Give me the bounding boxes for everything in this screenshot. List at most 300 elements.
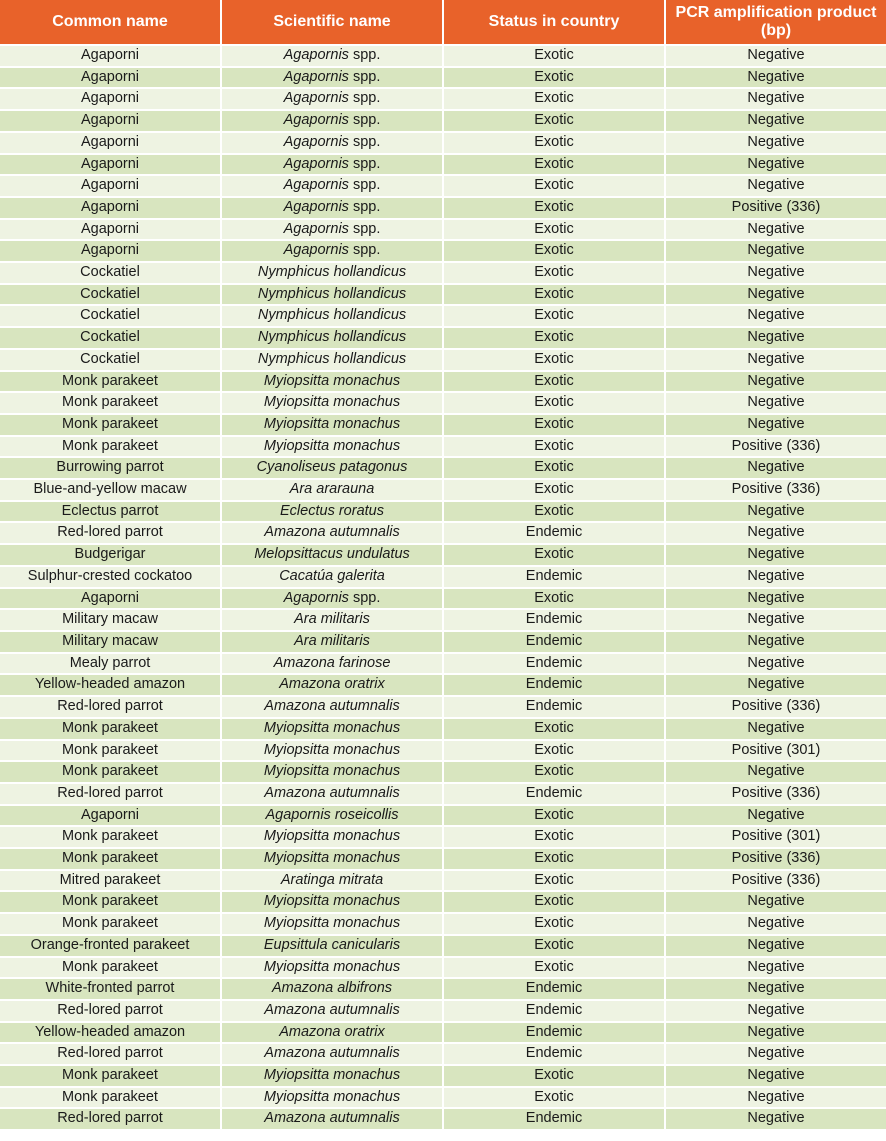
cell-status: Exotic <box>444 543 666 565</box>
cell-common-name: Agaporni <box>0 131 222 153</box>
scientific-name-text: Aratinga mitrata <box>280 871 384 888</box>
cell-common-name: Cockatiel <box>0 304 222 326</box>
scientific-name-text: Ara militaris <box>294 611 370 628</box>
cell-status: Endemic <box>444 608 666 630</box>
table-row <box>0 87 886 109</box>
species-abbrev: spp. <box>352 198 381 215</box>
table-row <box>0 1042 886 1064</box>
table-row <box>0 1064 886 1086</box>
cell-scientific-name <box>222 391 444 413</box>
cell-scientific-name <box>222 1086 444 1108</box>
cell-pcr-product: Negative <box>666 912 886 934</box>
table-row <box>0 717 886 739</box>
cell-status: Endemic <box>444 521 666 543</box>
cell-pcr-product: Negative <box>666 500 886 522</box>
cell-scientific-name <box>222 804 444 826</box>
cell-common-name: Agaporni <box>0 44 222 66</box>
cell-scientific-name <box>222 478 444 500</box>
table-body <box>0 44 886 1129</box>
header-scientific-name: Scientific name <box>222 0 444 44</box>
cell-pcr-product: Positive (336) <box>666 435 886 457</box>
cell-pcr-product: Negative <box>666 131 886 153</box>
scientific-name-text: Amazona farinose <box>273 654 391 671</box>
scientific-name-text: Myiopsitta monachus <box>263 915 401 932</box>
cell-pcr-product: Negative <box>666 652 886 674</box>
cell-pcr-product: Negative <box>666 760 886 782</box>
cell-status: Exotic <box>444 1086 666 1108</box>
cell-pcr-product: Negative <box>666 565 886 587</box>
cell-scientific-name <box>222 66 444 88</box>
cell-status: Endemic <box>444 782 666 804</box>
cell-status: Exotic <box>444 956 666 978</box>
cell-status: Endemic <box>444 977 666 999</box>
cell-status: Exotic <box>444 348 666 370</box>
cell-pcr-product: Negative <box>666 66 886 88</box>
table-row <box>0 912 886 934</box>
cell-pcr-product: Negative <box>666 1021 886 1043</box>
cell-status: Exotic <box>444 1064 666 1086</box>
scientific-name-text: Eupsittula canicularis <box>263 936 401 953</box>
scientific-name-text: Agapornis <box>283 155 349 172</box>
cell-common-name: Agaporni <box>0 66 222 88</box>
scientific-name-text: Agapornis <box>283 220 349 237</box>
cell-pcr-product: Positive (336) <box>666 478 886 500</box>
cell-scientific-name <box>222 977 444 999</box>
cell-status: Exotic <box>444 218 666 240</box>
cell-status: Exotic <box>444 934 666 956</box>
cell-status: Exotic <box>444 587 666 609</box>
table-row <box>0 500 886 522</box>
cell-pcr-product: Negative <box>666 1086 886 1108</box>
table-row <box>0 804 886 826</box>
cell-common-name: Agaporni <box>0 804 222 826</box>
cell-common-name: Red-lored parrot <box>0 999 222 1021</box>
header-row <box>0 0 886 44</box>
cell-common-name: Yellow-headed amazon <box>0 673 222 695</box>
scientific-name-text: Myiopsitta monachus <box>263 394 401 411</box>
cell-pcr-product: Negative <box>666 87 886 109</box>
cell-status: Endemic <box>444 652 666 674</box>
cell-scientific-name <box>222 304 444 326</box>
table-row <box>0 890 886 912</box>
table-row <box>0 153 886 175</box>
cell-common-name: Monk parakeet <box>0 890 222 912</box>
cell-scientific-name <box>222 673 444 695</box>
cell-pcr-product: Negative <box>666 587 886 609</box>
cell-common-name: Blue-and-yellow macaw <box>0 478 222 500</box>
cell-status: Exotic <box>444 283 666 305</box>
cell-scientific-name <box>222 608 444 630</box>
scientific-name-text: Agapornis <box>283 242 349 259</box>
scientific-name-text: Myiopsitta monachus <box>263 1088 401 1105</box>
table-row <box>0 782 886 804</box>
cell-pcr-product: Negative <box>666 456 886 478</box>
cell-common-name: Cockatiel <box>0 348 222 370</box>
table-row <box>0 109 886 131</box>
scientific-name-text: Agapornis <box>283 90 349 107</box>
cell-status: Exotic <box>444 869 666 891</box>
cell-pcr-product: Negative <box>666 239 886 261</box>
scientific-name-text: Amazona oratrix <box>279 1023 385 1040</box>
cell-scientific-name <box>222 109 444 131</box>
table-row <box>0 521 886 543</box>
table-row <box>0 587 886 609</box>
cell-status: Exotic <box>444 174 666 196</box>
scientific-name-text: Cyanoliseus patagonus <box>256 459 408 476</box>
cell-pcr-product: Negative <box>666 304 886 326</box>
cell-status: Exotic <box>444 500 666 522</box>
scientific-name-text: Myiopsitta monachus <box>263 719 401 736</box>
cell-pcr-product: Negative <box>666 1107 886 1129</box>
cell-scientific-name <box>222 869 444 891</box>
cell-scientific-name <box>222 1021 444 1043</box>
table-row <box>0 847 886 869</box>
table-row <box>0 760 886 782</box>
cell-common-name: Mealy parrot <box>0 652 222 674</box>
table-row <box>0 456 886 478</box>
scientific-name-text: Myiopsitta monachus <box>263 958 401 975</box>
table-row <box>0 174 886 196</box>
scientific-name-text: Agapornis <box>283 589 349 606</box>
cell-status: Exotic <box>444 196 666 218</box>
cell-status: Endemic <box>444 695 666 717</box>
table-row <box>0 283 886 305</box>
table-row <box>0 739 886 761</box>
table-row <box>0 869 886 891</box>
cell-common-name: Agaporni <box>0 587 222 609</box>
cell-pcr-product: Negative <box>666 999 886 1021</box>
scientific-name-text: Agapornis roseicollis <box>265 806 399 823</box>
table-row <box>0 673 886 695</box>
cell-common-name: Monk parakeet <box>0 847 222 869</box>
cell-common-name: Monk parakeet <box>0 825 222 847</box>
cell-common-name: Yellow-headed amazon <box>0 1021 222 1043</box>
scientific-name-text: Melopsittacus undulatus <box>254 546 410 563</box>
cell-status: Exotic <box>444 847 666 869</box>
cell-common-name: Orange-fronted parakeet <box>0 934 222 956</box>
cell-scientific-name <box>222 1042 444 1064</box>
cell-status: Exotic <box>444 912 666 934</box>
cell-scientific-name <box>222 912 444 934</box>
cell-common-name: Sulphur-crested cockatoo <box>0 565 222 587</box>
cell-scientific-name <box>222 456 444 478</box>
cell-status: Endemic <box>444 673 666 695</box>
species-abbrev: spp. <box>352 68 381 85</box>
cell-scientific-name <box>222 782 444 804</box>
cell-status: Endemic <box>444 1021 666 1043</box>
cell-common-name: White-fronted parrot <box>0 977 222 999</box>
cell-common-name: Red-lored parrot <box>0 782 222 804</box>
cell-scientific-name <box>222 283 444 305</box>
cell-pcr-product: Negative <box>666 283 886 305</box>
species-abbrev: spp. <box>352 589 381 606</box>
table-row <box>0 44 886 66</box>
cell-scientific-name <box>222 348 444 370</box>
table-row <box>0 413 886 435</box>
cell-pcr-product: Negative <box>666 608 886 630</box>
cell-status: Exotic <box>444 87 666 109</box>
table-row <box>0 435 886 457</box>
scientific-name-text: Amazona autumnalis <box>264 698 400 715</box>
scientific-name-text: Agapornis <box>283 112 349 129</box>
cell-scientific-name <box>222 999 444 1021</box>
cell-pcr-product: Negative <box>666 109 886 131</box>
scientific-name-text: Myiopsitta monachus <box>263 850 401 867</box>
cell-scientific-name <box>222 652 444 674</box>
cell-common-name: Cockatiel <box>0 261 222 283</box>
cell-scientific-name <box>222 1064 444 1086</box>
table-row <box>0 934 886 956</box>
cell-common-name: Red-lored parrot <box>0 1042 222 1064</box>
scientific-name-text: Amazona autumnalis <box>264 524 400 541</box>
cell-common-name: Agaporni <box>0 87 222 109</box>
cell-common-name: Monk parakeet <box>0 391 222 413</box>
scientific-name-text: Nymphicus hollandicus <box>257 307 407 324</box>
scientific-name-text: Agapornis <box>283 68 349 85</box>
cell-pcr-product: Negative <box>666 521 886 543</box>
cell-pcr-product: Positive (336) <box>666 196 886 218</box>
table-row <box>0 565 886 587</box>
table-row <box>0 1107 886 1129</box>
cell-common-name: Red-lored parrot <box>0 521 222 543</box>
scientific-name-text: Amazona autumnalis <box>264 784 400 801</box>
table-row <box>0 825 886 847</box>
cell-common-name: Monk parakeet <box>0 1086 222 1108</box>
cell-status: Exotic <box>444 739 666 761</box>
scientific-name-text: Cacatúa galerita <box>279 567 385 584</box>
cell-scientific-name <box>222 587 444 609</box>
species-abbrev: spp. <box>352 112 381 129</box>
cell-common-name: Budgerigar <box>0 543 222 565</box>
cell-pcr-product: Negative <box>666 956 886 978</box>
species-abbrev: spp. <box>352 242 381 259</box>
cell-status: Exotic <box>444 153 666 175</box>
scientific-name-text: Ara ararauna <box>289 481 375 498</box>
cell-common-name: Burrowing parrot <box>0 456 222 478</box>
cell-scientific-name <box>222 890 444 912</box>
cell-status: Exotic <box>444 44 666 66</box>
cell-common-name: Red-lored parrot <box>0 1107 222 1129</box>
table-row <box>0 304 886 326</box>
table-row <box>0 1086 886 1108</box>
cell-status: Exotic <box>444 131 666 153</box>
cell-status: Exotic <box>444 391 666 413</box>
cell-status: Endemic <box>444 630 666 652</box>
cell-pcr-product: Negative <box>666 391 886 413</box>
cell-common-name: Agaporni <box>0 218 222 240</box>
cell-scientific-name <box>222 326 444 348</box>
scientific-name-text: Myiopsitta monachus <box>263 741 401 758</box>
scientific-name-text: Myiopsitta monachus <box>263 763 401 780</box>
cell-common-name: Monk parakeet <box>0 760 222 782</box>
scientific-name-text: Agapornis <box>283 133 349 150</box>
scientific-name-text: Myiopsitta monachus <box>263 372 401 389</box>
cell-scientific-name <box>222 196 444 218</box>
cell-status: Exotic <box>444 413 666 435</box>
cell-common-name: Military macaw <box>0 608 222 630</box>
table-header <box>0 0 886 44</box>
cell-common-name: Monk parakeet <box>0 912 222 934</box>
cell-common-name: Military macaw <box>0 630 222 652</box>
scientific-name-text: Myiopsitta monachus <box>263 828 401 845</box>
cell-scientific-name <box>222 521 444 543</box>
cell-pcr-product: Negative <box>666 977 886 999</box>
species-abbrev: spp. <box>352 155 381 172</box>
cell-pcr-product: Negative <box>666 630 886 652</box>
cell-pcr-product: Negative <box>666 934 886 956</box>
cell-common-name: Eclectus parrot <box>0 500 222 522</box>
cell-status: Exotic <box>444 435 666 457</box>
species-abbrev: spp. <box>352 220 381 237</box>
table-row <box>0 999 886 1021</box>
table-row <box>0 370 886 392</box>
cell-scientific-name <box>222 87 444 109</box>
cell-pcr-product: Positive (336) <box>666 695 886 717</box>
cell-pcr-product: Negative <box>666 717 886 739</box>
cell-scientific-name <box>222 543 444 565</box>
cell-common-name: Monk parakeet <box>0 956 222 978</box>
cell-pcr-product: Negative <box>666 174 886 196</box>
cell-scientific-name <box>222 370 444 392</box>
cell-common-name: Mitred parakeet <box>0 869 222 891</box>
cell-status: Endemic <box>444 565 666 587</box>
cell-common-name: Agaporni <box>0 174 222 196</box>
cell-common-name: Cockatiel <box>0 283 222 305</box>
cell-status: Exotic <box>444 370 666 392</box>
cell-status: Exotic <box>444 717 666 739</box>
cell-pcr-product: Negative <box>666 673 886 695</box>
cell-status: Exotic <box>444 239 666 261</box>
cell-pcr-product: Negative <box>666 326 886 348</box>
table-row <box>0 652 886 674</box>
cell-pcr-product: Negative <box>666 1064 886 1086</box>
cell-scientific-name <box>222 153 444 175</box>
cell-scientific-name <box>222 630 444 652</box>
table-row <box>0 543 886 565</box>
cell-common-name: Agaporni <box>0 239 222 261</box>
table-row <box>0 608 886 630</box>
cell-pcr-product: Negative <box>666 543 886 565</box>
scientific-name-text: Myiopsitta monachus <box>263 437 401 454</box>
cell-status: Exotic <box>444 825 666 847</box>
scientific-name-text: Amazona albifrons <box>271 980 393 997</box>
cell-common-name: Monk parakeet <box>0 413 222 435</box>
scientific-name-text: Agapornis <box>283 198 349 215</box>
cell-common-name: Monk parakeet <box>0 370 222 392</box>
cell-scientific-name <box>222 695 444 717</box>
header-status: Status in country <box>444 0 666 44</box>
table-row <box>0 326 886 348</box>
cell-status: Exotic <box>444 804 666 826</box>
scientific-name-text: Eclectus roratus <box>280 502 384 519</box>
cell-scientific-name <box>222 825 444 847</box>
cell-pcr-product: Negative <box>666 804 886 826</box>
table-row <box>0 478 886 500</box>
cell-status: Exotic <box>444 304 666 326</box>
cell-scientific-name <box>222 218 444 240</box>
cell-pcr-product: Positive (336) <box>666 847 886 869</box>
scientific-name-text: Amazona autumnalis <box>264 1110 400 1127</box>
cell-scientific-name <box>222 131 444 153</box>
header-pcr-product: PCR amplification product (bp) <box>666 0 886 44</box>
scientific-name-text: Agapornis <box>283 177 349 194</box>
scientific-name-text: Myiopsitta monachus <box>263 415 401 432</box>
cell-pcr-product: Negative <box>666 44 886 66</box>
cell-status: Endemic <box>444 999 666 1021</box>
scientific-name-text: Nymphicus hollandicus <box>257 285 407 302</box>
cell-scientific-name <box>222 739 444 761</box>
cell-pcr-product: Positive (301) <box>666 825 886 847</box>
cell-common-name: Agaporni <box>0 196 222 218</box>
cell-scientific-name <box>222 934 444 956</box>
cell-status: Exotic <box>444 890 666 912</box>
cell-common-name: Monk parakeet <box>0 739 222 761</box>
cell-status: Endemic <box>444 1107 666 1129</box>
cell-scientific-name <box>222 1107 444 1129</box>
cell-pcr-product: Negative <box>666 348 886 370</box>
scientific-name-text: Myiopsitta monachus <box>263 893 401 910</box>
cell-scientific-name <box>222 717 444 739</box>
cell-common-name: Agaporni <box>0 109 222 131</box>
cell-pcr-product: Positive (336) <box>666 869 886 891</box>
cell-status: Exotic <box>444 760 666 782</box>
cell-status: Exotic <box>444 326 666 348</box>
cell-pcr-product: Negative <box>666 370 886 392</box>
scientific-name-text: Nymphicus hollandicus <box>257 350 407 367</box>
cell-scientific-name <box>222 847 444 869</box>
cell-pcr-product: Positive (336) <box>666 782 886 804</box>
scientific-name-text: Amazona autumnalis <box>264 1001 400 1018</box>
table-row <box>0 348 886 370</box>
cell-common-name: Monk parakeet <box>0 435 222 457</box>
cell-common-name: Monk parakeet <box>0 717 222 739</box>
cell-pcr-product: Negative <box>666 218 886 240</box>
cell-scientific-name <box>222 239 444 261</box>
cell-scientific-name <box>222 174 444 196</box>
scientific-name-text: Agapornis <box>283 47 349 63</box>
scientific-name-text: Ara militaris <box>294 632 370 649</box>
table-row <box>0 218 886 240</box>
cell-common-name: Cockatiel <box>0 326 222 348</box>
cell-status: Exotic <box>444 478 666 500</box>
table-row <box>0 956 886 978</box>
scientific-name-text: Nymphicus hollandicus <box>257 329 407 346</box>
table-row <box>0 977 886 999</box>
cell-pcr-product: Negative <box>666 413 886 435</box>
cell-scientific-name <box>222 500 444 522</box>
cell-pcr-product: Negative <box>666 261 886 283</box>
species-abbrev: spp. <box>352 177 381 194</box>
cell-scientific-name <box>222 435 444 457</box>
cell-scientific-name <box>222 413 444 435</box>
table-row <box>0 1021 886 1043</box>
cell-pcr-product: Negative <box>666 1042 886 1064</box>
table-row <box>0 196 886 218</box>
cell-status: Endemic <box>444 1042 666 1064</box>
cell-status: Exotic <box>444 456 666 478</box>
scientific-name-text: Amazona autumnalis <box>264 1045 400 1062</box>
species-abbrev: spp. <box>352 133 381 150</box>
table-row <box>0 391 886 413</box>
cell-pcr-product: Negative <box>666 153 886 175</box>
table-row <box>0 261 886 283</box>
cell-scientific-name <box>222 44 444 66</box>
table-row <box>0 239 886 261</box>
cell-pcr-product: Positive (301) <box>666 739 886 761</box>
cell-scientific-name <box>222 565 444 587</box>
species-abbrev: spp. <box>352 47 381 63</box>
cell-pcr-product: Negative <box>666 890 886 912</box>
